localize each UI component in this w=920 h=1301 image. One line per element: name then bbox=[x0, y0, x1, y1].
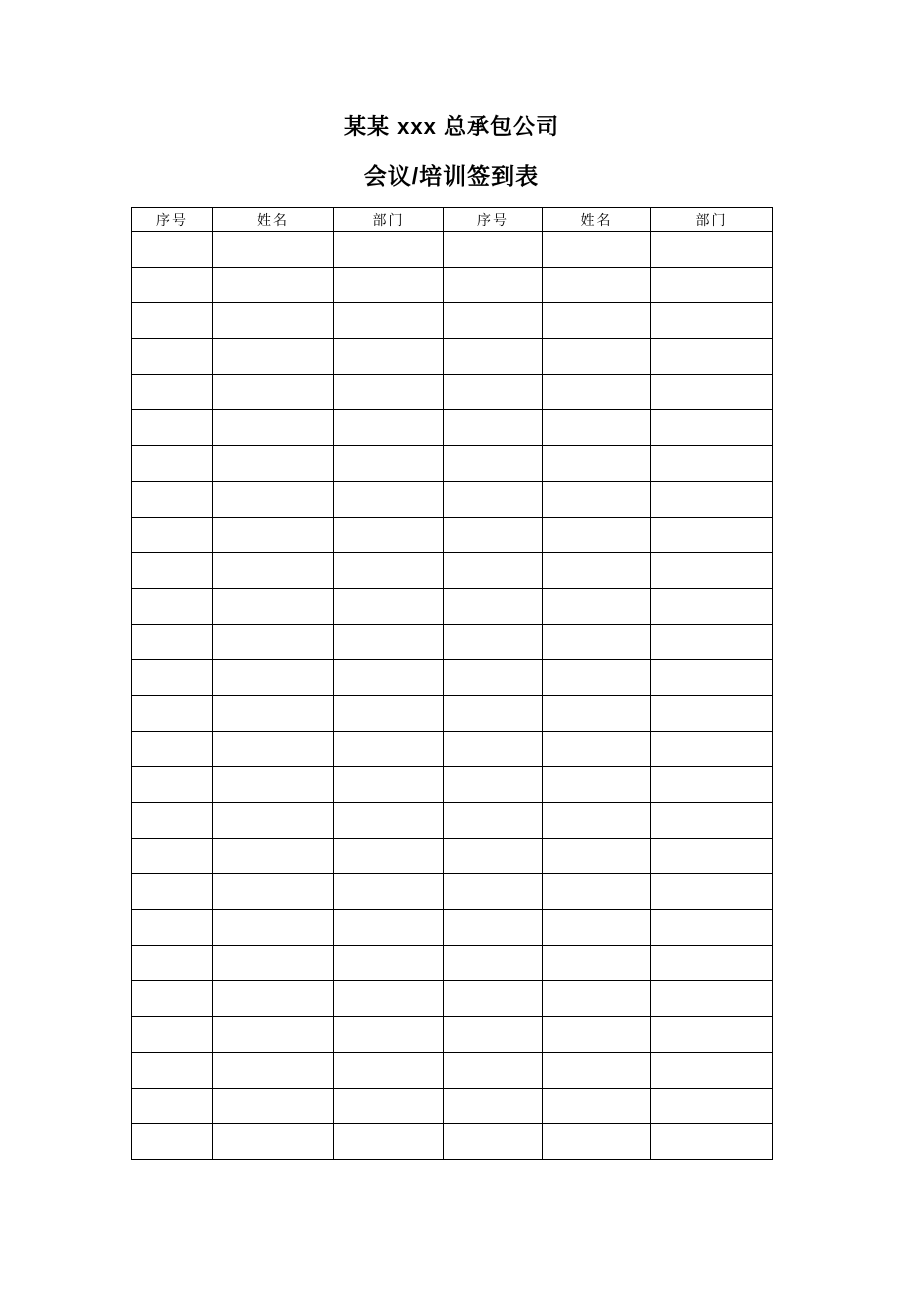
table-cell[interactable] bbox=[651, 624, 773, 660]
table-cell[interactable] bbox=[444, 410, 543, 446]
table-cell[interactable] bbox=[444, 838, 543, 874]
table-row bbox=[132, 1088, 773, 1124]
table-cell[interactable] bbox=[213, 660, 334, 696]
table-cell[interactable] bbox=[444, 624, 543, 660]
table-cell[interactable] bbox=[543, 446, 651, 482]
table-cell[interactable] bbox=[543, 767, 651, 803]
table-cell[interactable] bbox=[543, 660, 651, 696]
table-cell[interactable] bbox=[334, 803, 444, 839]
table-cell[interactable] bbox=[334, 945, 444, 981]
table-cell[interactable] bbox=[543, 1052, 651, 1088]
table-cell[interactable] bbox=[132, 553, 213, 589]
table-cell[interactable] bbox=[444, 660, 543, 696]
table-cell[interactable] bbox=[651, 267, 773, 303]
table-row bbox=[132, 838, 773, 874]
table-cell[interactable] bbox=[651, 767, 773, 803]
table-cell[interactable] bbox=[132, 660, 213, 696]
table-cell[interactable] bbox=[334, 410, 444, 446]
table-cell[interactable] bbox=[543, 838, 651, 874]
table-cell[interactable] bbox=[213, 874, 334, 910]
table-cell[interactable] bbox=[213, 267, 334, 303]
table-row bbox=[132, 1124, 773, 1160]
table-row bbox=[132, 410, 773, 446]
table-cell[interactable] bbox=[334, 874, 444, 910]
table-cell[interactable] bbox=[213, 232, 334, 268]
column-header-dept-1: 部门 bbox=[334, 208, 444, 232]
table-row bbox=[132, 517, 773, 553]
table-cell[interactable] bbox=[651, 803, 773, 839]
table-cell[interactable] bbox=[444, 267, 543, 303]
table-cell[interactable] bbox=[132, 1088, 213, 1124]
table-row bbox=[132, 267, 773, 303]
table-cell[interactable] bbox=[334, 588, 444, 624]
table-cell[interactable] bbox=[132, 945, 213, 981]
table-cell[interactable] bbox=[444, 803, 543, 839]
table-cell[interactable] bbox=[651, 339, 773, 375]
table-cell[interactable] bbox=[543, 1017, 651, 1053]
table-cell[interactable] bbox=[651, 517, 773, 553]
table-cell[interactable] bbox=[444, 446, 543, 482]
table-cell[interactable] bbox=[543, 517, 651, 553]
table-cell[interactable] bbox=[334, 232, 444, 268]
table-row bbox=[132, 695, 773, 731]
table-row bbox=[132, 874, 773, 910]
table-row bbox=[132, 339, 773, 375]
table-cell[interactable] bbox=[213, 374, 334, 410]
table-cell[interactable] bbox=[543, 945, 651, 981]
table-cell[interactable] bbox=[543, 624, 651, 660]
table-row bbox=[132, 660, 773, 696]
table-cell[interactable] bbox=[651, 910, 773, 946]
table-cell[interactable] bbox=[651, 731, 773, 767]
table-cell[interactable] bbox=[213, 339, 334, 375]
table-cell[interactable] bbox=[651, 838, 773, 874]
table-cell[interactable] bbox=[334, 731, 444, 767]
table-cell[interactable] bbox=[444, 767, 543, 803]
table-cell[interactable] bbox=[444, 374, 543, 410]
table-cell[interactable] bbox=[543, 1088, 651, 1124]
table-cell[interactable] bbox=[444, 731, 543, 767]
table-cell[interactable] bbox=[132, 1052, 213, 1088]
table-cell[interactable] bbox=[334, 624, 444, 660]
table-cell[interactable] bbox=[334, 767, 444, 803]
table-cell[interactable] bbox=[213, 303, 334, 339]
table-cell[interactable] bbox=[213, 838, 334, 874]
table-cell[interactable] bbox=[132, 267, 213, 303]
table-cell[interactable] bbox=[132, 303, 213, 339]
table-row bbox=[132, 374, 773, 410]
table-cell[interactable] bbox=[132, 1017, 213, 1053]
table-cell[interactable] bbox=[543, 303, 651, 339]
table-cell[interactable] bbox=[213, 1124, 334, 1160]
table-cell[interactable] bbox=[213, 803, 334, 839]
table-cell[interactable] bbox=[444, 945, 543, 981]
table-cell[interactable] bbox=[334, 267, 444, 303]
table-row bbox=[132, 981, 773, 1017]
table-cell[interactable] bbox=[651, 1052, 773, 1088]
table-cell[interactable] bbox=[334, 553, 444, 589]
table-cell[interactable] bbox=[444, 1124, 543, 1160]
table-cell[interactable] bbox=[132, 695, 213, 731]
table-cell[interactable] bbox=[213, 1017, 334, 1053]
table-cell[interactable] bbox=[543, 910, 651, 946]
table-cell[interactable] bbox=[334, 660, 444, 696]
table-row bbox=[132, 588, 773, 624]
table-cell[interactable] bbox=[132, 838, 213, 874]
table-cell[interactable] bbox=[543, 588, 651, 624]
table-cell[interactable] bbox=[444, 303, 543, 339]
table-row bbox=[132, 481, 773, 517]
table-cell[interactable] bbox=[651, 410, 773, 446]
table-cell[interactable] bbox=[543, 553, 651, 589]
table-cell[interactable] bbox=[213, 553, 334, 589]
table-cell[interactable] bbox=[651, 874, 773, 910]
table-cell[interactable] bbox=[213, 945, 334, 981]
table-cell[interactable] bbox=[651, 1088, 773, 1124]
table-cell[interactable] bbox=[334, 374, 444, 410]
table-cell[interactable] bbox=[651, 660, 773, 696]
table-cell[interactable] bbox=[543, 267, 651, 303]
table-row bbox=[132, 1052, 773, 1088]
table-cell[interactable] bbox=[651, 232, 773, 268]
table-row bbox=[132, 910, 773, 946]
column-header-name-2: 姓名 bbox=[543, 208, 651, 232]
column-header-dept-2: 部门 bbox=[651, 208, 773, 232]
table-cell[interactable] bbox=[334, 910, 444, 946]
table-cell[interactable] bbox=[132, 374, 213, 410]
table-cell[interactable] bbox=[651, 945, 773, 981]
table-cell[interactable] bbox=[651, 374, 773, 410]
table-row bbox=[132, 767, 773, 803]
table-cell[interactable] bbox=[444, 517, 543, 553]
table-cell[interactable] bbox=[132, 481, 213, 517]
table-cell[interactable] bbox=[132, 803, 213, 839]
table-cell[interactable] bbox=[543, 803, 651, 839]
table-cell[interactable] bbox=[334, 481, 444, 517]
table-cell[interactable] bbox=[334, 695, 444, 731]
column-header-serial-2: 序号 bbox=[444, 208, 543, 232]
table-cell[interactable] bbox=[334, 981, 444, 1017]
table-cell[interactable] bbox=[543, 874, 651, 910]
signin-table bbox=[131, 207, 773, 1160]
table-cell[interactable] bbox=[132, 517, 213, 553]
table-cell[interactable] bbox=[651, 303, 773, 339]
table-cell[interactable] bbox=[444, 1052, 543, 1088]
table-cell[interactable] bbox=[444, 553, 543, 589]
table-cell[interactable] bbox=[334, 339, 444, 375]
table-row bbox=[132, 553, 773, 589]
table-cell[interactable] bbox=[132, 1124, 213, 1160]
table-cell[interactable] bbox=[334, 517, 444, 553]
table-cell[interactable] bbox=[543, 731, 651, 767]
table-cell[interactable] bbox=[132, 731, 213, 767]
table-cell[interactable] bbox=[213, 410, 334, 446]
table-cell[interactable] bbox=[444, 339, 543, 375]
table-cell[interactable] bbox=[213, 624, 334, 660]
table-cell[interactable] bbox=[213, 446, 334, 482]
table-cell[interactable] bbox=[132, 981, 213, 1017]
table-cell[interactable] bbox=[213, 767, 334, 803]
table-cell[interactable] bbox=[213, 588, 334, 624]
table-cell[interactable] bbox=[543, 339, 651, 375]
table-row bbox=[132, 446, 773, 482]
table-cell[interactable] bbox=[651, 695, 773, 731]
table-row bbox=[132, 731, 773, 767]
table-cell[interactable] bbox=[444, 874, 543, 910]
table-cell[interactable] bbox=[444, 695, 543, 731]
table-cell[interactable] bbox=[543, 1124, 651, 1160]
table-cell[interactable] bbox=[132, 232, 213, 268]
table-cell[interactable] bbox=[543, 481, 651, 517]
table-cell[interactable] bbox=[444, 481, 543, 517]
header-row bbox=[132, 208, 773, 232]
table-cell[interactable] bbox=[334, 1088, 444, 1124]
table-cell[interactable] bbox=[132, 339, 213, 375]
table-cell[interactable] bbox=[213, 1088, 334, 1124]
table-cell[interactable] bbox=[213, 695, 334, 731]
table-cell[interactable] bbox=[132, 588, 213, 624]
table-cell[interactable] bbox=[132, 910, 213, 946]
document-title: 某某 xxx 总承包公司 bbox=[344, 114, 559, 139]
table-cell[interactable] bbox=[132, 767, 213, 803]
table-cell[interactable] bbox=[444, 1088, 543, 1124]
table-cell[interactable] bbox=[334, 446, 444, 482]
table-cell[interactable] bbox=[651, 446, 773, 482]
table-cell[interactable] bbox=[334, 1052, 444, 1088]
table-cell[interactable] bbox=[334, 838, 444, 874]
column-header-name-1: 姓名 bbox=[213, 208, 334, 232]
table-row bbox=[132, 232, 773, 268]
table-cell[interactable] bbox=[543, 981, 651, 1017]
table-row bbox=[132, 624, 773, 660]
table-cell[interactable] bbox=[543, 695, 651, 731]
table-cell[interactable] bbox=[132, 446, 213, 482]
table-cell[interactable] bbox=[543, 410, 651, 446]
table-cell[interactable] bbox=[132, 624, 213, 660]
table-cell[interactable] bbox=[651, 981, 773, 1017]
table-cell[interactable] bbox=[213, 1052, 334, 1088]
table-cell[interactable] bbox=[444, 232, 543, 268]
table-cell[interactable] bbox=[651, 553, 773, 589]
document-subtitle: 会议/培训签到表 bbox=[363, 163, 540, 189]
table-cell[interactable] bbox=[651, 1017, 773, 1053]
table-cell[interactable] bbox=[213, 481, 334, 517]
table-cell[interactable] bbox=[651, 481, 773, 517]
table-cell[interactable] bbox=[213, 731, 334, 767]
table-cell[interactable] bbox=[213, 981, 334, 1017]
table-cell[interactable] bbox=[543, 374, 651, 410]
table-cell[interactable] bbox=[444, 588, 543, 624]
table-row bbox=[132, 803, 773, 839]
table-cell[interactable] bbox=[444, 981, 543, 1017]
table-cell[interactable] bbox=[334, 303, 444, 339]
table-row bbox=[132, 945, 773, 981]
table-row bbox=[132, 303, 773, 339]
table-cell[interactable] bbox=[334, 1017, 444, 1053]
table-cell[interactable] bbox=[651, 1124, 773, 1160]
table-cell[interactable] bbox=[444, 910, 543, 946]
table-cell[interactable] bbox=[543, 232, 651, 268]
table-cell[interactable] bbox=[444, 1017, 543, 1053]
column-header-serial-1: 序号 bbox=[132, 208, 213, 232]
table-cell[interactable] bbox=[132, 410, 213, 446]
table-cell[interactable] bbox=[213, 517, 334, 553]
table-cell[interactable] bbox=[213, 910, 334, 946]
table-cell[interactable] bbox=[651, 588, 773, 624]
table-cell[interactable] bbox=[334, 1124, 444, 1160]
table-row bbox=[132, 1017, 773, 1053]
table-cell[interactable] bbox=[132, 874, 213, 910]
